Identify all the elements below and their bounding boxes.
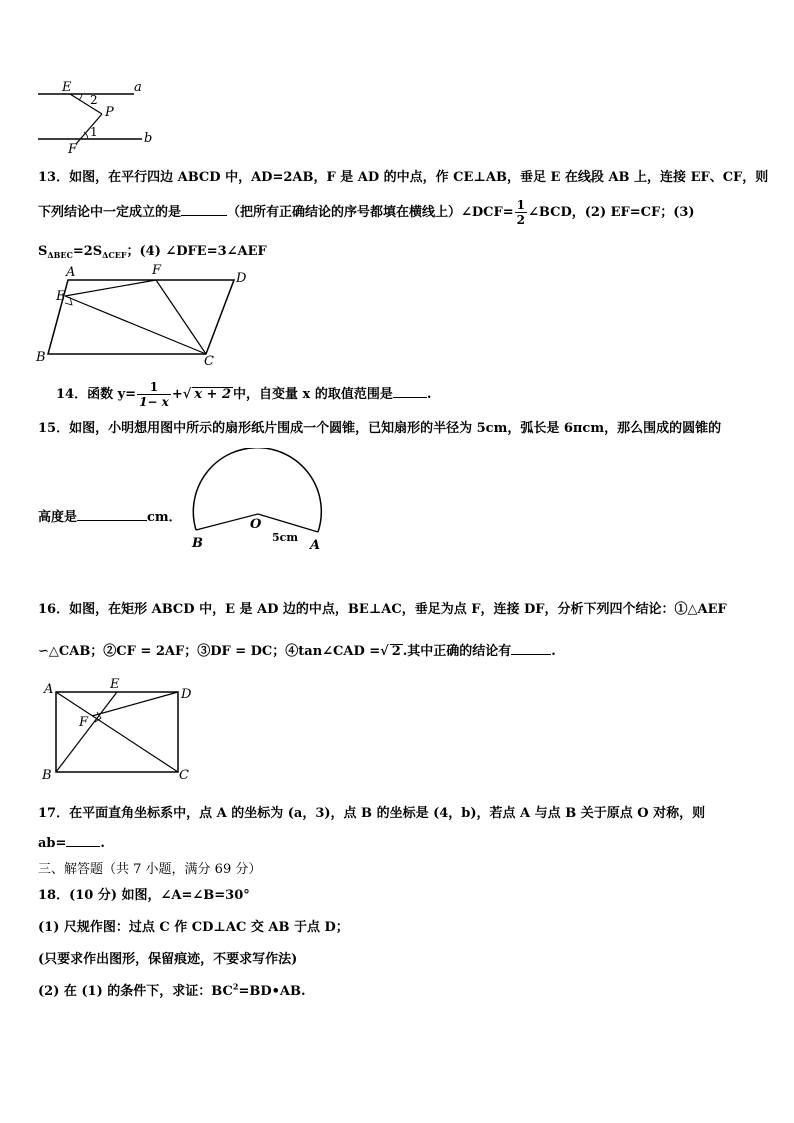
q14-radical-sign: √ — [182, 387, 192, 402]
label-radius: 5cm — [272, 531, 298, 544]
radius-oa — [258, 514, 318, 532]
section-title: 三、解答题（共 7 小题，满分 69 分） — [38, 862, 262, 877]
label-p: P — [105, 105, 114, 120]
angle-2-arc — [79, 94, 82, 100]
q13-line2-post: ∠BCD，(2) EF=CF；(3) — [528, 205, 695, 220]
q18-line2: (1) 尺规作图：过点 C 作 CD⊥AC 交 AB 于点 D； — [38, 920, 349, 935]
segment-df — [92, 692, 178, 716]
q14-answer-blank[interactable] — [393, 385, 427, 398]
q14-line — [56, 380, 431, 409]
q17-end: . — [100, 836, 105, 851]
figure-parallel-lines — [34, 78, 164, 156]
figure-sector — [182, 448, 332, 554]
label-f: F — [152, 263, 162, 278]
label-a: a — [134, 80, 142, 95]
label-b: B — [36, 350, 46, 365]
label-b: b — [144, 131, 153, 146]
q14-plus: + — [171, 387, 183, 402]
q13-s1: S — [38, 244, 48, 259]
q14-pre: 14．函数 y= — [56, 387, 137, 402]
q14-sqrt-content: x + 2 — [194, 387, 232, 402]
q16-line2-pre: ∽△CAB；②CF = 2AF；③DF = DC；④tan∠CAD = — [38, 644, 381, 659]
q17-answer-blank[interactable] — [66, 834, 100, 847]
label-d: D — [181, 687, 192, 702]
q17-line2-pre: ab= — [38, 836, 67, 851]
radius-ob — [196, 514, 258, 530]
q14-frac-den: 1− x — [139, 395, 169, 409]
q14-post: 中，自变量 x 的取值范围是 — [233, 387, 393, 402]
q13-sub1: ΔBEC — [47, 250, 73, 260]
q13-line3 — [38, 240, 267, 260]
q16-line1: 16．如图，在矩形 ABCD 中，E 是 AD 边的中点，BE⊥AC，垂足为点 F，连接 DF，分析下列四个结论：①△AEF — [38, 602, 727, 617]
q13-line3-post: ；(4) ∠DFE=3∠AEF — [126, 244, 267, 259]
q16-answer-blank[interactable] — [511, 642, 551, 655]
q18-line4-post: =BD•AB. — [238, 984, 306, 999]
q13-line1: 13．如图，在平行四边 ABCD 中，AD=2AB，F 是 AD 的中点，作 CE⊥AB，垂足 E 在线段 AB 上，连接 EF、CF，则 — [38, 170, 769, 185]
label-e: E — [62, 80, 72, 95]
q18-line1: 18．(10 分) 如图，∠A=∠B=30° — [38, 888, 250, 903]
q16-line2-post: .其中正确的结论有 — [402, 644, 512, 659]
q13-fraction — [515, 198, 527, 227]
segment-fc — [156, 280, 206, 354]
segment-ef — [65, 280, 156, 296]
q18-line4 — [38, 980, 306, 999]
q14-end: . — [426, 387, 432, 402]
label-b: B — [192, 536, 203, 551]
q14-frac-num: 1 — [137, 380, 171, 395]
q16-radical-sign: √ — [380, 644, 389, 659]
q18-line3: (只要求作出图形，保留痕迹，不要求写作法) — [38, 952, 298, 967]
q15-line2-pre: 高度是 — [38, 510, 78, 525]
q15-line2-post: cm． — [147, 510, 182, 525]
q15-line1: 15．如图，小明想用图中所示的扇形纸片围成一个圆锥，已知扇形的半径为 5cm，弧长是 6πcm，那么围成的圆锥的 — [38, 421, 722, 436]
figure-parallelogram — [34, 262, 264, 368]
q13-line2-pre: 下列结论中一定成立的是 — [38, 205, 182, 220]
q16-line2 — [38, 640, 556, 659]
q13-frac-num: 1 — [516, 198, 526, 212]
label-f: F — [79, 715, 89, 730]
label-a: A — [310, 538, 321, 553]
label-a: A — [66, 265, 76, 280]
label-b: B — [42, 768, 52, 783]
label-c: C — [204, 354, 214, 368]
q13-line2 — [38, 198, 695, 227]
q18-line4-pre: (2) 在 (1) 的条件下，求证：BC — [38, 984, 233, 999]
q16-end: . — [551, 644, 556, 659]
q17-line1: 17．在平面直角坐标系中，点 A 的坐标为 (a，3)，点 B 的坐标是 (4，b)，若点 A 与点 B 关于原点 O 对称，则 — [38, 806, 706, 821]
q13-line3-mid: =2S — [72, 244, 103, 259]
q13-answer-blank[interactable] — [181, 203, 227, 216]
label-a: A — [44, 682, 54, 697]
label-f: F — [68, 142, 78, 156]
q13-line2-mid: （把所有正确结论的序号都填在横线上）∠DCF= — [227, 205, 514, 220]
diagonal-ac — [56, 692, 178, 772]
q13-frac-den: 2 — [516, 213, 526, 227]
segment-ec — [65, 296, 206, 354]
label-o: O — [250, 517, 262, 532]
q15-line2 — [38, 506, 182, 525]
label-e: E — [110, 677, 120, 692]
q16-sqrt-content: 2 — [391, 644, 401, 659]
label-2: 2 — [90, 93, 98, 107]
q13-sub2: ΔCEF — [102, 250, 127, 260]
label-e: E — [56, 289, 66, 304]
label-1: 1 — [90, 125, 98, 139]
label-c: C — [179, 768, 189, 783]
segment-be — [56, 692, 117, 772]
q18-sup: 2 — [232, 981, 239, 992]
label-d: D — [236, 271, 247, 286]
q14-fraction — [137, 380, 171, 409]
q17-line2 — [38, 834, 105, 851]
parallelogram-abcd — [48, 280, 234, 354]
figure-rectangle — [38, 676, 208, 786]
q15-answer-blank[interactable] — [77, 508, 147, 521]
